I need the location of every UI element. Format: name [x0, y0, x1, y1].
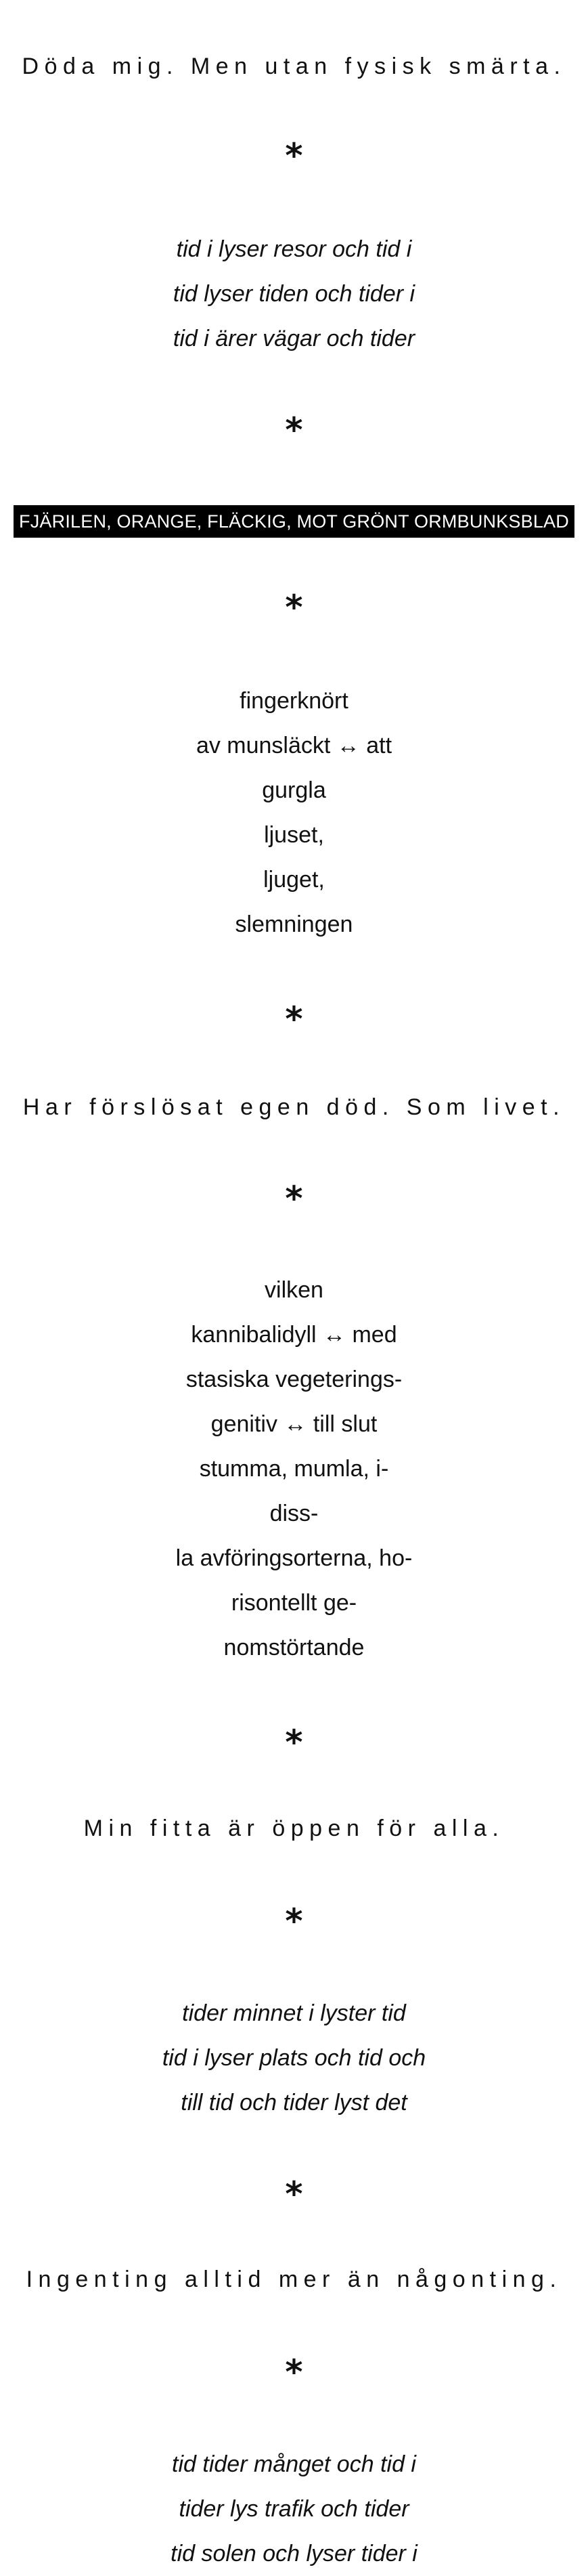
- stanza-1: [0, 227, 588, 361]
- spaced-line-2: Har förslösat egen död. Som livet.: [22, 1094, 566, 1120]
- separator-asterisk: *: [285, 1179, 303, 1218]
- separator-asterisk: *: [285, 1000, 303, 1039]
- separator-asterisk: *: [285, 1723, 303, 1762]
- stanza-line: genitiv ↔ till slut: [210, 1411, 378, 1437]
- stanza-line: slemningen: [235, 911, 353, 937]
- title-banner: FJÄRILEN, ORANGE, FLÄCKIG, MOT GRÖNT ORMBUNKSBLAD: [14, 505, 574, 538]
- spaced-line-1: Döda mig. Men utan fysisk smärta.: [22, 53, 566, 79]
- stanza-line: gurgla: [262, 777, 326, 803]
- stanza-line: av munsläckt ↔ att: [196, 733, 392, 758]
- stanza-line: diss-: [269, 1501, 319, 1526]
- stanza-line: fingerknört: [240, 688, 348, 714]
- stanza-line: ljuset,: [264, 822, 324, 848]
- stanza-4: [0, 1991, 588, 2125]
- spaced-line-3: Min fitta är öppen för alla.: [83, 1816, 505, 1841]
- stanza-line: tid i ärer vägar och tider: [173, 326, 415, 351]
- stanza-3: [0, 1268, 588, 1670]
- separator-asterisk: *: [285, 136, 303, 175]
- stanza-5: [0, 2442, 588, 2576]
- stanza-line: la avföringsorterna, ho-: [175, 1545, 413, 1571]
- banner-container: [0, 505, 588, 538]
- stanza-line: tid i lyser plats och tid och: [162, 2045, 426, 2071]
- stanza-line: ljuget,: [263, 867, 325, 893]
- stanza-line: tid i lyser resor och tid i: [176, 236, 412, 262]
- stanza-line: tid tider månget och tid i: [172, 2451, 416, 2477]
- separator-asterisk: *: [285, 410, 303, 450]
- stanza-line: stasiska vegeterings-: [185, 1367, 403, 1392]
- stanza-line: kannibalidyll ↔ med: [191, 1322, 397, 1348]
- stanza-line: tid solen och lyser tider i: [171, 2541, 417, 2567]
- stanza-2: [0, 679, 588, 947]
- stanza-line: tider lys trafik och tider: [179, 2496, 409, 2522]
- stanza-line: tid lyser tiden och tider i: [173, 281, 415, 307]
- stanza-line: vilken: [265, 1277, 323, 1303]
- separator-asterisk: *: [285, 2174, 303, 2214]
- stanza-line: till tid och tider lyst det: [181, 2090, 407, 2116]
- stanza-line: nomstörtande: [223, 1635, 365, 1660]
- separator-asterisk: *: [285, 2353, 303, 2392]
- stanza-line: risontellt ge-: [231, 1590, 357, 1616]
- spaced-line-4: Ingenting alltid mer än någonting.: [26, 2267, 562, 2292]
- stanza-line: stumma, mumla, i-: [199, 1456, 389, 1482]
- separator-asterisk: *: [285, 588, 303, 627]
- stanza-line: tider minnet i lyster tid: [182, 2000, 406, 2026]
- separator-asterisk: *: [285, 1902, 303, 1941]
